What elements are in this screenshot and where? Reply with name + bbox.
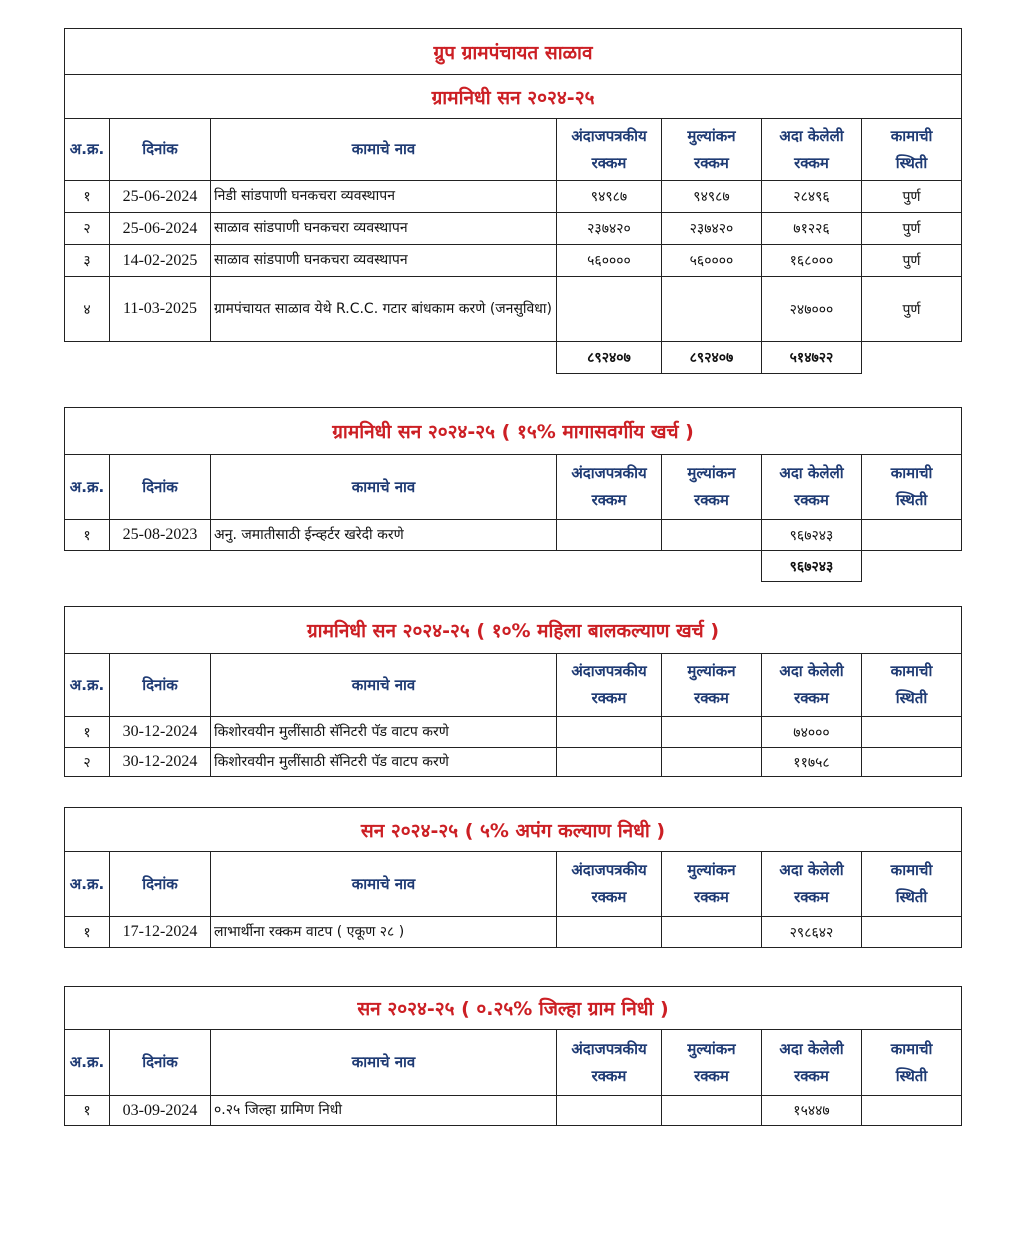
col-paid-header: अदा केलेली रक्कम bbox=[762, 119, 862, 181]
cell-eval bbox=[662, 717, 762, 748]
col-eval-header: मुल्यांकन रक्कम bbox=[662, 852, 762, 917]
col-eval-header: मुल्यांकन रक्कम bbox=[662, 455, 762, 520]
cell-eval bbox=[662, 917, 762, 948]
cell-name: निडी सांडपाणी घनकचरा व्यवस्थापन bbox=[211, 181, 557, 213]
cell-eval bbox=[662, 277, 762, 342]
section5-title: सन २०२४-२५ ( ०.२५% जिल्हा ग्राम निधी ) bbox=[65, 987, 962, 1030]
cell-status bbox=[862, 520, 962, 551]
total-paid: ९६७२४३ bbox=[762, 551, 862, 582]
table-row bbox=[65, 748, 962, 777]
cell-status bbox=[862, 1096, 962, 1126]
table-row bbox=[65, 213, 962, 245]
section1-title: ग्रामनिधी सन २०२४-२५ bbox=[65, 75, 962, 119]
col-status-header: कामाची स्थिती bbox=[862, 1030, 962, 1096]
cell-paid: ९६७२४३ bbox=[762, 520, 862, 551]
section4-title: सन २०२४-२५ ( ५% अपंग कल्याण निधी ) bbox=[65, 808, 962, 852]
total-eval: ८९२४०७ bbox=[662, 342, 762, 374]
section2-title: ग्रामनिधी सन २०२४-२५ ( १५% मागासवर्गीय खर्च ) bbox=[65, 408, 962, 455]
col-date-header: दिनांक bbox=[110, 654, 211, 717]
cell-sr: ४ bbox=[65, 277, 110, 342]
cell-est: २३७४२० bbox=[557, 213, 662, 245]
cell-date: 30-12-2024 bbox=[110, 717, 211, 748]
col-est-header: अंदाजपत्रकीय रक्कम bbox=[557, 852, 662, 917]
col-eval-header: मुल्यांकन रक्कम bbox=[662, 654, 762, 717]
cell-date: 25-06-2024 bbox=[110, 181, 211, 213]
col-est-header: अंदाजपत्रकीय रक्कम bbox=[557, 1030, 662, 1096]
cell-status bbox=[862, 748, 962, 777]
cell-sr: १ bbox=[65, 717, 110, 748]
table-header-row bbox=[65, 119, 962, 181]
cell-eval bbox=[662, 748, 762, 777]
cell-paid: १६८००० bbox=[762, 245, 862, 277]
cell-eval: ९४९८७ bbox=[662, 181, 762, 213]
cell-est bbox=[557, 277, 662, 342]
cell-sr: २ bbox=[65, 748, 110, 777]
cell-est: ५६०००० bbox=[557, 245, 662, 277]
total-est: ८९२४०७ bbox=[557, 342, 662, 374]
col-date-header: दिनांक bbox=[110, 455, 211, 520]
cell-status: पुर्ण bbox=[862, 213, 962, 245]
cell-est bbox=[557, 1096, 662, 1126]
col-date-header: दिनांक bbox=[110, 1030, 211, 1096]
col-name-header: कामाचे नाव bbox=[211, 455, 557, 520]
col-sr-header: अ.क्र. bbox=[65, 852, 110, 917]
cell-date: 30-12-2024 bbox=[110, 748, 211, 777]
cell-paid: २८४९६ bbox=[762, 181, 862, 213]
col-name-header: कामाचे नाव bbox=[211, 1030, 557, 1096]
total-row bbox=[65, 342, 962, 374]
cell-name: अनु. जमातीसाठी ईन्व्हर्टर खरेदी करणे bbox=[211, 520, 557, 551]
section1-table bbox=[64, 28, 962, 374]
col-paid-header: अदा केलेली रक्कम bbox=[762, 1030, 862, 1096]
cell-name: साळाव सांडपाणी घनकचरा व्यवस्थापन bbox=[211, 213, 557, 245]
cell-eval bbox=[662, 1096, 762, 1126]
cell-eval: २३७४२० bbox=[662, 213, 762, 245]
cell-eval bbox=[662, 520, 762, 551]
table-row bbox=[65, 245, 962, 277]
section3-table bbox=[64, 606, 962, 777]
cell-sr: ३ bbox=[65, 245, 110, 277]
cell-status: पुर्ण bbox=[862, 277, 962, 342]
cell-paid: २९८६४२ bbox=[762, 917, 862, 948]
cell-sr: १ bbox=[65, 181, 110, 213]
col-paid-header: अदा केलेली रक्कम bbox=[762, 852, 862, 917]
cell-name: लाभार्थीना रक्कम वाटप ( एकूण २८ ) bbox=[211, 917, 557, 948]
col-sr-header: अ.क्र. bbox=[65, 455, 110, 520]
cell-date: 25-08-2023 bbox=[110, 520, 211, 551]
cell-date: 25-06-2024 bbox=[110, 213, 211, 245]
cell-est: ९४९८७ bbox=[557, 181, 662, 213]
col-date-header: दिनांक bbox=[110, 852, 211, 917]
col-est-header: अंदाजपत्रकीय रक्कम bbox=[557, 455, 662, 520]
cell-sr: १ bbox=[65, 917, 110, 948]
cell-sr: १ bbox=[65, 1096, 110, 1126]
cell-est bbox=[557, 520, 662, 551]
section3-title: ग्रामनिधी सन २०२४-२५ ( १०% महिला बालकल्याण खर्च ) bbox=[65, 607, 962, 654]
table-row bbox=[65, 520, 962, 551]
table-header-row bbox=[65, 1030, 962, 1096]
cell-est bbox=[557, 717, 662, 748]
col-name-header: कामाचे नाव bbox=[211, 852, 557, 917]
cell-status bbox=[862, 917, 962, 948]
col-est-header: अंदाजपत्रकीय रक्कम bbox=[557, 654, 662, 717]
cell-status: पुर्ण bbox=[862, 181, 962, 213]
cell-status bbox=[862, 717, 962, 748]
org-title: ग्रुप ग्रामपंचायत साळाव bbox=[65, 29, 962, 75]
col-paid-header: अदा केलेली रक्कम bbox=[762, 455, 862, 520]
cell-name: ग्रामपंचायत साळाव येथे R.C.C. गटार बांधकाम करणे (जनसुविधा) bbox=[211, 277, 557, 342]
table-header-row bbox=[65, 654, 962, 717]
section5-table bbox=[64, 986, 962, 1126]
cell-est bbox=[557, 917, 662, 948]
cell-status: पुर्ण bbox=[862, 245, 962, 277]
section2-table bbox=[64, 407, 962, 582]
table-header-row bbox=[65, 455, 962, 520]
col-sr-header: अ.क्र. bbox=[65, 119, 110, 181]
total-paid: ५१४७२२ bbox=[762, 342, 862, 374]
col-sr-header: अ.क्र. bbox=[65, 1030, 110, 1096]
cell-paid: २४७००० bbox=[762, 277, 862, 342]
cell-date: 11-03-2025 bbox=[110, 277, 211, 342]
cell-paid: ७४००० bbox=[762, 717, 862, 748]
col-eval-header: मुल्यांकन रक्कम bbox=[662, 119, 762, 181]
table-row bbox=[65, 717, 962, 748]
cell-name: साळाव सांडपाणी घनकचरा व्यवस्थापन bbox=[211, 245, 557, 277]
col-status-header: कामाची स्थिती bbox=[862, 852, 962, 917]
col-est-header: अंदाजपत्रकीय रक्कम bbox=[557, 119, 662, 181]
table-row bbox=[65, 917, 962, 948]
cell-paid: ७१२२६ bbox=[762, 213, 862, 245]
cell-sr: १ bbox=[65, 520, 110, 551]
total-row bbox=[65, 551, 962, 582]
col-status-header: कामाची स्थिती bbox=[862, 119, 962, 181]
cell-paid: १५४४७ bbox=[762, 1096, 862, 1126]
col-sr-header: अ.क्र. bbox=[65, 654, 110, 717]
table-row bbox=[65, 277, 962, 342]
col-paid-header: अदा केलेली रक्कम bbox=[762, 654, 862, 717]
cell-name: किशोरवयीन मुलींसाठी सॅनिटरी पॅड वाटप करणे bbox=[211, 748, 557, 777]
cell-paid: ११७५८ bbox=[762, 748, 862, 777]
table-header-row bbox=[65, 852, 962, 917]
cell-date: 14-02-2025 bbox=[110, 245, 211, 277]
section4-table bbox=[64, 807, 962, 948]
col-status-header: कामाची स्थिती bbox=[862, 455, 962, 520]
cell-date: 03-09-2024 bbox=[110, 1096, 211, 1126]
cell-name: किशोरवयीन मुलींसाठी सॅनिटरी पॅड वाटप करणे bbox=[211, 717, 557, 748]
col-status-header: कामाची स्थिती bbox=[862, 654, 962, 717]
cell-name: ०.२५ जिल्हा ग्रामिण निधी bbox=[211, 1096, 557, 1126]
cell-date: 17-12-2024 bbox=[110, 917, 211, 948]
col-eval-header: मुल्यांकन रक्कम bbox=[662, 1030, 762, 1096]
col-name-header: कामाचे नाव bbox=[211, 654, 557, 717]
table-row bbox=[65, 1096, 962, 1126]
cell-est bbox=[557, 748, 662, 777]
cell-sr: २ bbox=[65, 213, 110, 245]
col-name-header: कामाचे नाव bbox=[211, 119, 557, 181]
table-row bbox=[65, 181, 962, 213]
col-date-header: दिनांक bbox=[110, 119, 211, 181]
cell-eval: ५६०००० bbox=[662, 245, 762, 277]
